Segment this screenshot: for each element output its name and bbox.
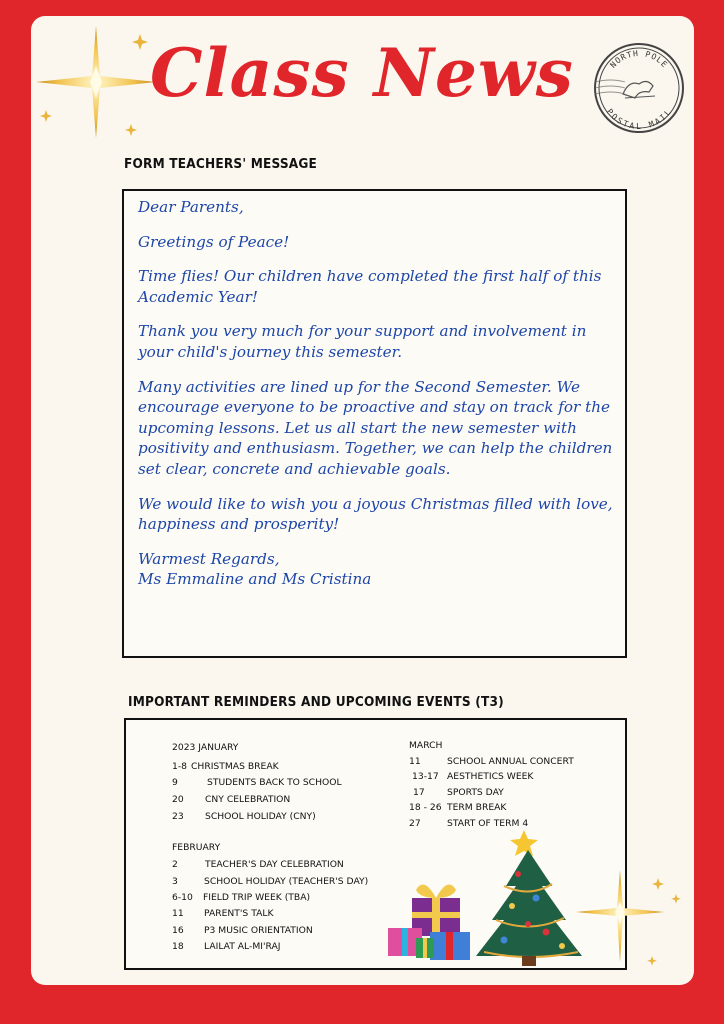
letter-paragraph-2: Thank you very much for your support and involvement in your child's journey this semester. <box>138 322 587 361</box>
letter-paragraph-1: Time flies! Our children have completed the first half of this Academic Year! <box>138 267 602 306</box>
stamp-top-text: NORTH POLE <box>608 48 670 70</box>
teachers-message-box <box>122 189 627 658</box>
letter-paragraph-3: Many activities are lined up for the Second Semester. We encourage everyone to be proactive and stay on track for the upcoming lessons. Let us all start the new semester with positivity and enthusiasm. Together, we can help the children set clear, concrete and achievable goals. <box>138 377 613 478</box>
sparkle-star-icon <box>36 26 156 138</box>
sparkle-star-icon <box>572 866 684 970</box>
letter-greeting: Greetings of Peace! <box>138 232 290 251</box>
page-title: Class News <box>150 34 574 112</box>
letter-salutation: Dear Parents, <box>138 198 244 216</box>
svg-text:POSTAL MAIL <box>605 107 673 131</box>
letter-paragraph-4: We would like to wish you a joyous Christmas filled with love, happiness and prosperity! <box>138 494 613 534</box>
letter-signoff <box>138 549 615 590</box>
february-heading: FEBRUARY <box>172 842 221 853</box>
letter-signature: Ms Emmaline and Ms Cristina <box>138 570 372 589</box>
christmas-tree-icon <box>474 828 586 968</box>
january-heading: 2023 JANUARY <box>172 742 239 753</box>
stamp-bottom-text: POSTAL MAIL <box>604 107 674 131</box>
letter-closing: Warmest Regards, <box>138 549 280 568</box>
gift-boxes-icon <box>386 876 478 962</box>
events-heading: IMPORTANT REMINDERS AND UPCOMING EVENTS (T3) <box>128 694 504 710</box>
teachers-message-heading: FORM TEACHERS' MESSAGE <box>124 156 318 172</box>
postal-stamp-icon <box>589 38 689 138</box>
march-heading: MARCH <box>409 740 443 751</box>
svg-text:NORTH POLE <box>608 49 669 70</box>
